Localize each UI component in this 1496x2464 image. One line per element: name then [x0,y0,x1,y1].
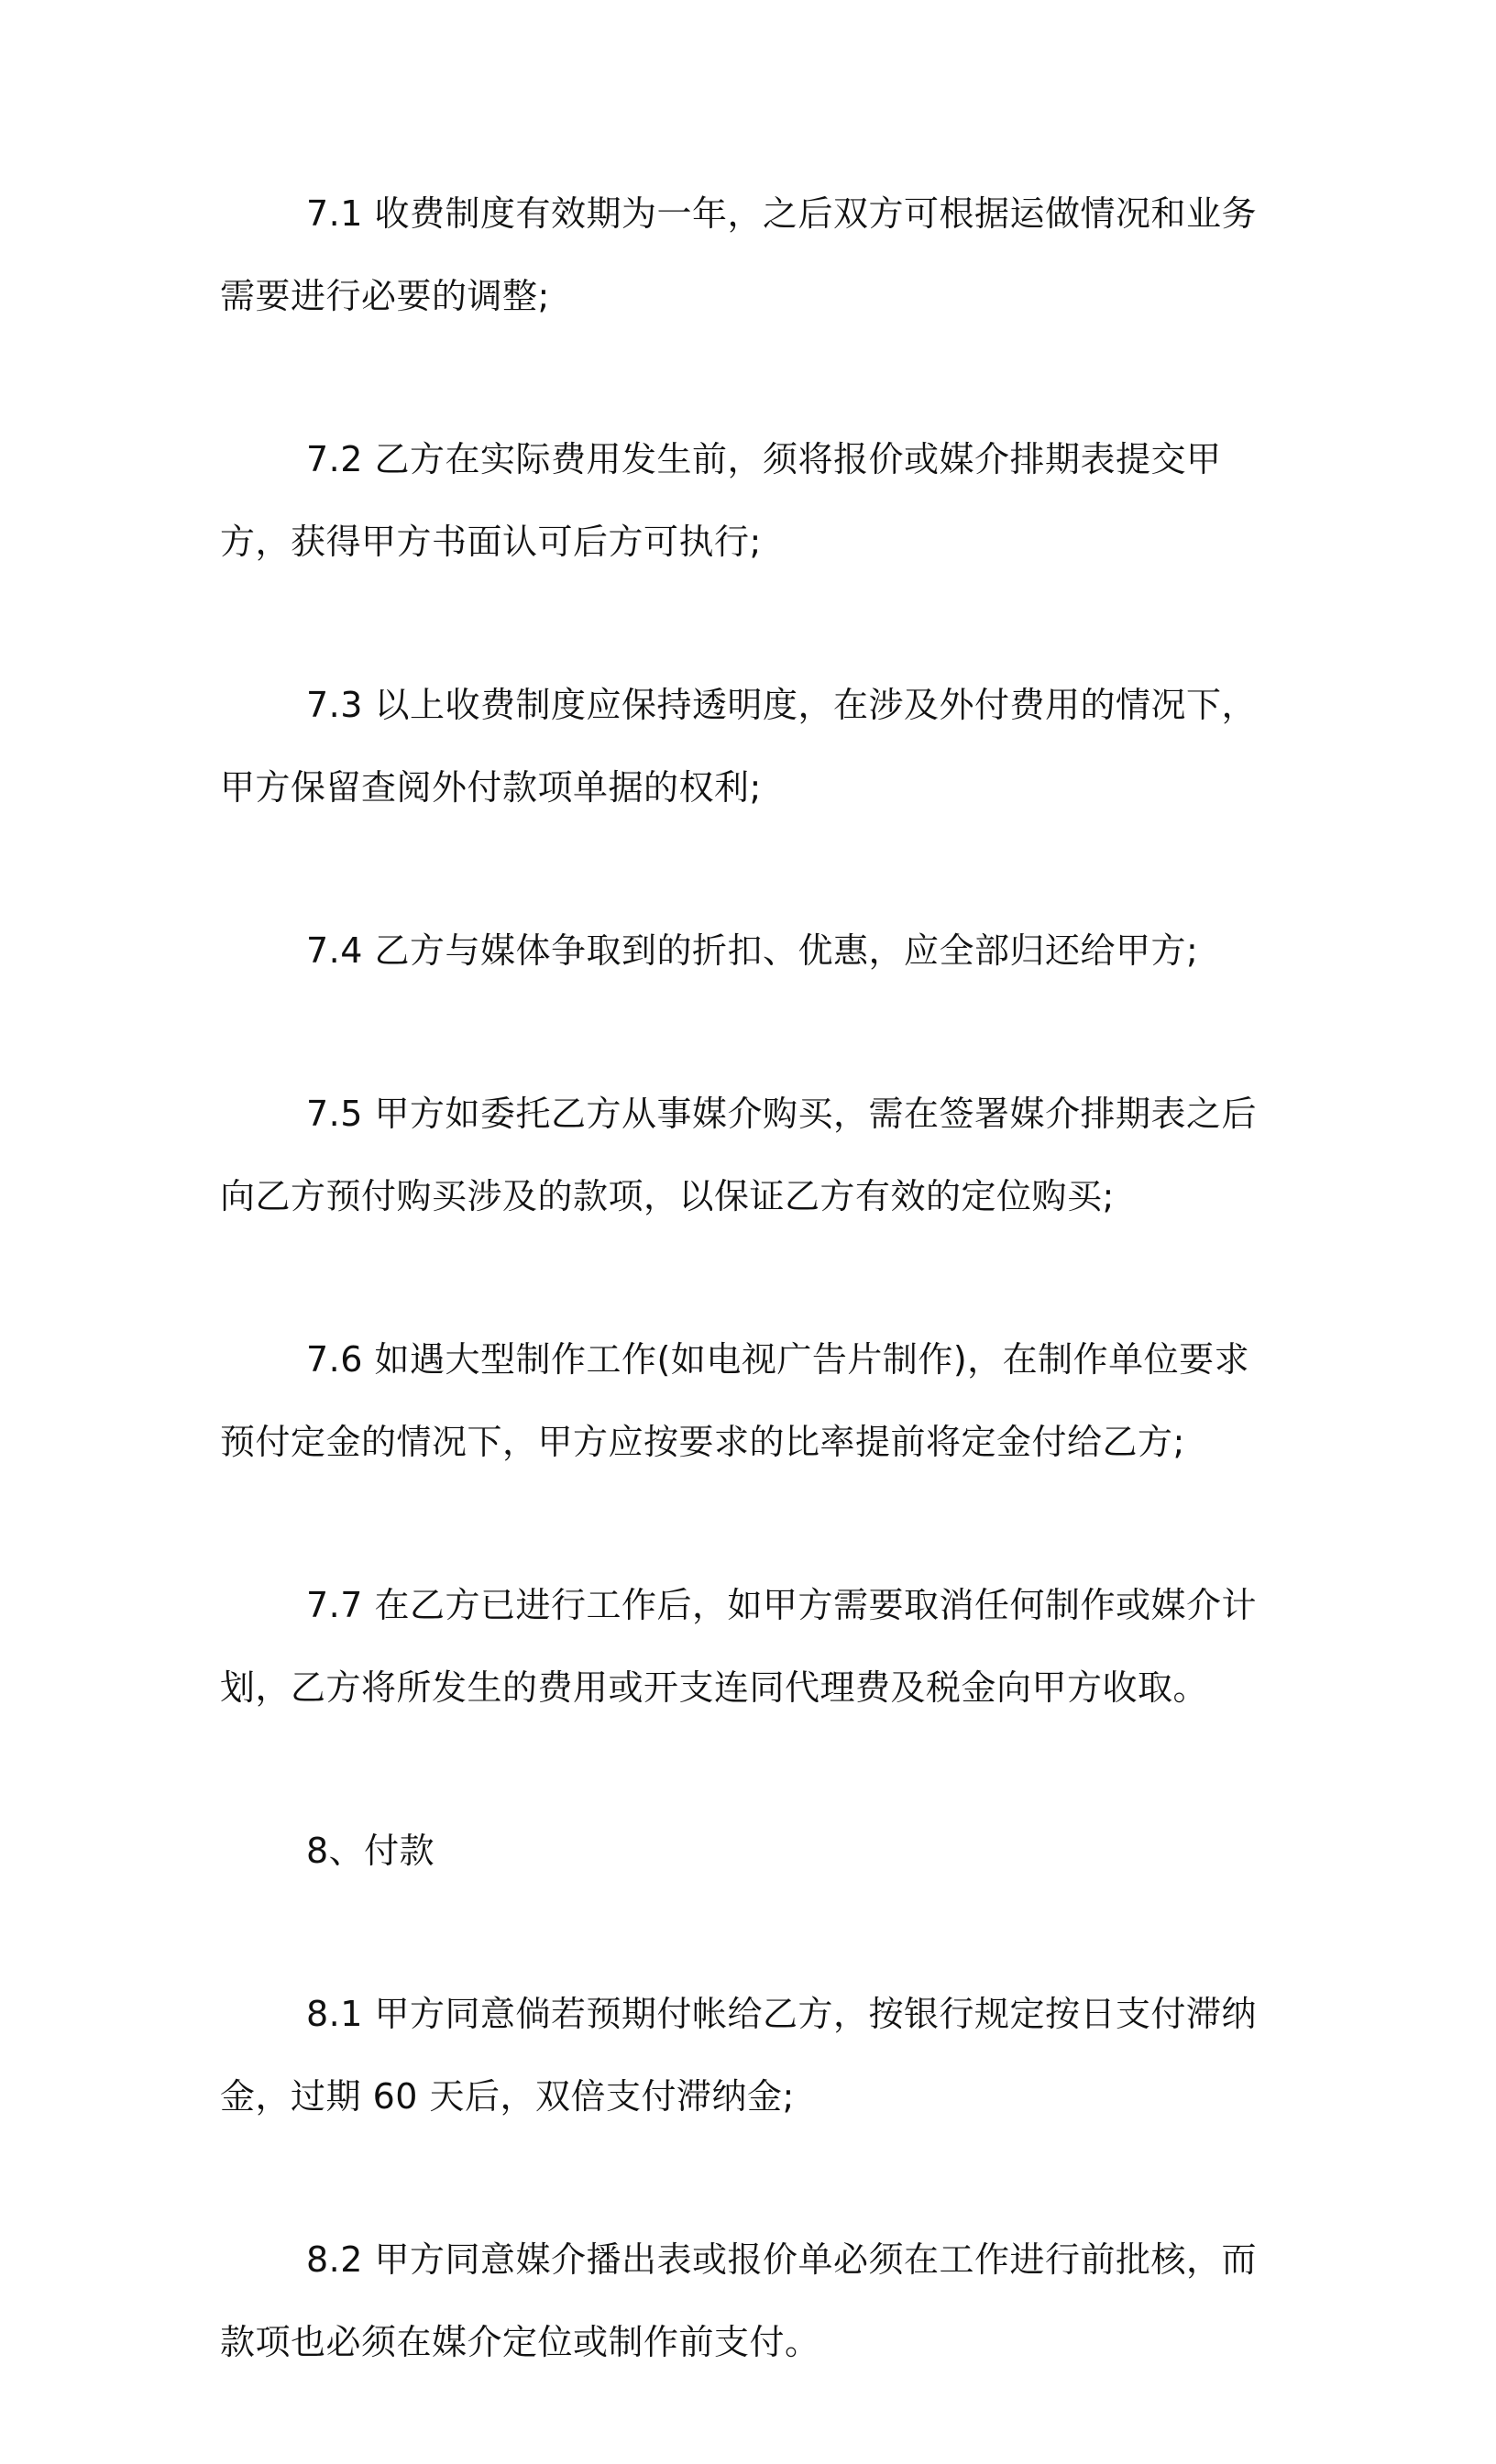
clause-7-5: 7.5 甲方如委托乙方从事媒介购买，需在签署媒介排期表之后向乙方预付购买涉及的款项，以保证乙方有效的定位购买; [220,1094,1258,1216]
clause-7-7: 7.7 在乙方已进行工作后，如甲方需要取消任何制作或媒介计划，乙方将所发生的费用或开支连同代理费及税金向甲方收取。 [220,1585,1258,1708]
clause-7-4: 7.4 乙方与媒体争取到的折扣、优惠，应全部归还给甲方; [306,930,1199,971]
clause-8-2: 8.2 甲方同意媒介播出表或报价单必须在工作进行前批核，而款项也必须在媒介定位或制作前支付。 [220,2239,1258,2362]
clause-7-2: 7.2 乙方在实际费用发生前，须将报价或媒介排期表提交甲方，获得甲方书面认可后方可执行; [220,439,1222,562]
section-8-heading: 8、付款 [306,1831,435,1871]
clause-7-3: 7.3 以上收费制度应保持透明度，在涉及外付费用的情况下，甲方保留查阅外付款项单据的权利; [220,685,1258,808]
document-body [220,172,1274,2464]
clause-8-1: 8.1 甲方同意倘若预期付帐给乙方，按银行规定按日支付滞纳金，过期 60 天后，双倍支付滞纳金; [220,1994,1258,2117]
clause-7-6: 7.6 如遇大型制作工作(如电视广告片制作)，在制作单位要求预付定金的情况下，甲方应按要求的比率提前将定金付给乙方; [220,1339,1250,1462]
clause-7-1: 7.1 收费制度有效期为一年，之后双方可根据运做情况和业务需要进行必要的调整; [220,193,1258,316]
